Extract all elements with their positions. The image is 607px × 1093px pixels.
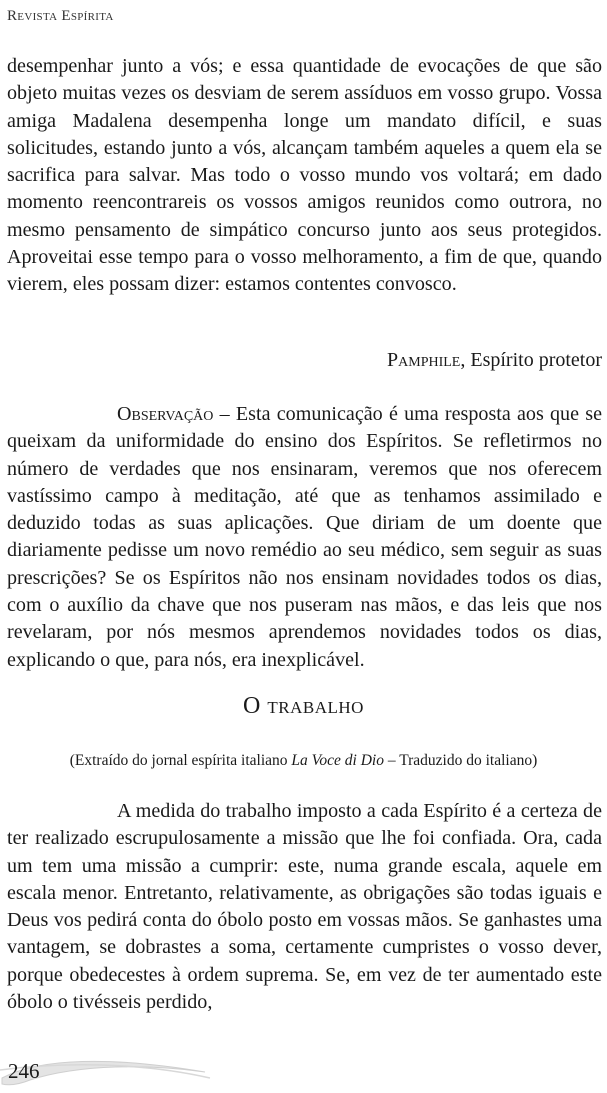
paragraph-message-continuation: desempenhar junto a vós; e essa quantidade de evocações de que são objeto muitas vezes os desviam de serem assíduos em vosso grupo. Vossa amiga Madalena desempenha longe um mandato difícil, e suas solicitudes, estando junto a vós, alcançam também aqueles a quem ela se sacrifica para salvar. Mas todo o vosso mundo vos voltará; em dado momento reencontrareis os vossos amigos reunidos como outrora, no mesmo pensamento de simpático concurso junto aos seus protegidos. Aproveitai esse tempo para o vosso melhoramento, a fim de que, quando vierem, eles possam dizer: estamos contentes convosco. (7, 55, 602, 296)
running-head: Revista Espírita (7, 8, 114, 24)
signature (387, 349, 602, 372)
source-note-after: – Traduzido do italiano) (383, 752, 538, 769)
signature-role: , Espírito protetor (460, 349, 602, 371)
observation-lead: Observação (117, 403, 214, 425)
paragraph-work: A medida do trabalho imposto a cada Espírito é a certeza de ter realizado escrupulosamente a missão que lhe foi confiada. Ora, cada um tem uma missão a cumprir: este, numa grande escala, aquele em escala menor. Entretanto, relativamente, as obrigações são todas iguais e Deus vos pedirá conta do óbolo posto em vossas mãos. Se ganhastes uma vantagem, se dobrastes a soma, certamente cumpristes o vosso dever, porque obedecestes à ordem suprema. Se, em vez de ter aumentado este óbolo o tivésseis perdido, (7, 800, 602, 1014)
source-note-before: (Extraído do jornal espírita italiano (69, 752, 292, 769)
signature-name: Pamphile (387, 349, 461, 371)
source-journal-title: La Voce di Dio (291, 752, 384, 769)
observation-text: – Esta comunicação é uma resposta aos que se queixam da uniformidade do ensino dos Espíritos. Se refletirmos no número de verdades que nos ensinaram, veremos que nos oferecem vastíssimo campo à meditação, até que as tenhamos assimilado e deduzido todas as suas aplicações. Que diriam de um doente que diariamente pedisse um novo remédio ao seu médico, sem seguir as suas prescrições? Se os Espíritos não nos ensinam novidades todos os dias, com o auxílio da chave que nos puseram nas mãos, e das leis que nos revelaram, por nós mesmos aprendemos novidades todos os dias, explicando o que, para nós, era inexplicável. (7, 403, 602, 671)
source-note (0, 752, 607, 770)
paragraph-observation (7, 401, 602, 674)
section-title: O trabalho (243, 693, 364, 719)
page-number: 246 (8, 1059, 40, 1083)
